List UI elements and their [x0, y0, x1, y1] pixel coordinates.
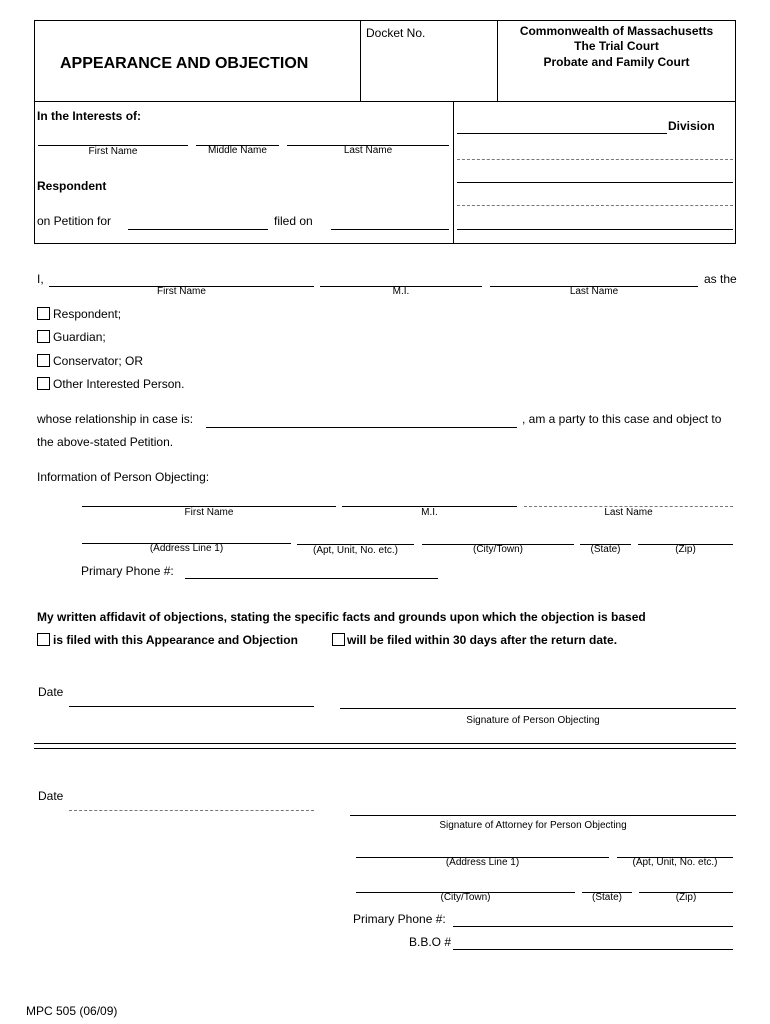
division-extra-line-4[interactable] [457, 229, 733, 230]
respondent-label: Respondent [37, 179, 107, 193]
attorney-signature-caption: Signature of Attorney for Person Objecting [439, 820, 627, 831]
interest-last-name-caption: Last Name [343, 145, 393, 156]
attorney-signature-line[interactable] [350, 815, 736, 816]
conservator-option-label: Conservator; OR [53, 354, 144, 368]
header-box [34, 20, 736, 244]
division-divider [453, 101, 454, 244]
conservator-checkbox[interactable] [37, 354, 50, 367]
attorney-phone-label: Primary Phone #: [353, 912, 446, 926]
attorney-bbo-label: B.B.O # [409, 935, 452, 949]
declarant-first-name-caption: First Name [157, 286, 206, 297]
signature-caption: Signature of Person Objecting [466, 715, 600, 726]
attorney-state-caption: (State) [591, 892, 622, 903]
declarant-last-name-caption: Last Name [569, 286, 619, 297]
section-rule-top [34, 743, 736, 744]
declarant-suffix: as the [704, 272, 737, 286]
objector-address-caption: (Address Line 1) [149, 543, 224, 554]
respondent-option-label: Respondent; [53, 307, 122, 321]
section-rule-bottom [34, 748, 736, 749]
declarant-mi-caption: M.I. [392, 286, 410, 297]
form-id: MPC 505 (06/09) [26, 1004, 118, 1018]
division-label: Division [668, 119, 715, 133]
division-line[interactable] [457, 133, 667, 134]
attorney-city-caption: (City/Town) [440, 892, 491, 903]
division-extra-line-3[interactable] [457, 205, 733, 206]
relationship-line[interactable] [206, 427, 517, 428]
objector-city-caption: (City/Town) [472, 544, 523, 555]
affidavit-filed-checkbox[interactable] [37, 633, 50, 646]
objector-phone-label: Primary Phone #: [81, 564, 174, 578]
affidavit-statement: My written affidavit of objections, stating the specific facts and grounds upon which the objection is based [37, 610, 646, 624]
signature-date-line[interactable] [69, 706, 314, 707]
guardian-option-label: Guardian; [53, 330, 106, 344]
filed-on-line[interactable] [331, 229, 449, 230]
interests-label: In the Interests of: [37, 109, 142, 123]
attorney-zip-caption: (Zip) [675, 892, 697, 903]
attorney-bbo-line[interactable] [453, 949, 733, 950]
relationship-label: whose relationship in case is: [37, 412, 194, 426]
court-line-1: Commonwealth of Massachusetts [519, 24, 714, 38]
attorney-date-label: Date [38, 789, 64, 803]
affidavit-later-checkbox[interactable] [332, 633, 345, 646]
division-extra-line-1[interactable] [457, 159, 733, 160]
interest-first-name-caption: First Name [88, 146, 138, 157]
docket-label: Docket No. [366, 26, 426, 40]
guardian-checkbox[interactable] [37, 330, 50, 343]
relationship-suffix: , am a party to this case and object to [522, 412, 722, 426]
division-extra-line-2[interactable] [457, 182, 733, 183]
petition-for-line[interactable] [128, 229, 268, 230]
affidavit-filed-label: is filed with this Appearance and Objection [53, 633, 298, 647]
other-person-checkbox[interactable] [37, 377, 50, 390]
header-divider [34, 101, 736, 102]
attorney-date-line[interactable] [69, 810, 314, 811]
respondent-checkbox[interactable] [37, 307, 50, 320]
court-line-2: The Trial Court [574, 39, 659, 53]
objector-phone-line[interactable] [185, 578, 438, 579]
page-title: APPEARANCE AND OBJECTION [60, 55, 309, 72]
objector-first-name-caption: First Name [184, 507, 234, 518]
objector-heading: Information of Person Objecting: [37, 470, 210, 484]
objector-state-caption: (State) [590, 544, 621, 555]
on-petition-for-label: on Petition for [37, 214, 112, 228]
objector-last-name-caption: Last Name [604, 507, 653, 518]
filed-on-label: filed on [274, 214, 313, 228]
interest-middle-name-caption: Middle Name [208, 145, 267, 156]
signature-line[interactable] [340, 708, 736, 709]
signature-date-label: Date [38, 685, 64, 699]
attorney-apt-caption: (Apt, Unit, No. etc.) [632, 857, 718, 868]
other-person-option-label: Other Interested Person. [53, 377, 185, 391]
declarant-prefix: I, [37, 272, 44, 286]
attorney-phone-line[interactable] [453, 926, 733, 927]
relationship-line-2: the above-stated Petition. [37, 435, 174, 449]
docket-left-divider [360, 20, 361, 102]
objector-apt-caption: (Apt, Unit, No. etc.) [312, 545, 399, 556]
objector-mi-caption: M.I. [421, 507, 438, 518]
attorney-address-caption: (Address Line 1) [445, 857, 520, 868]
affidavit-later-label: will be filed within 30 days after the return date. [347, 633, 618, 647]
objector-zip-caption: (Zip) [675, 544, 696, 555]
court-line-3: Probate and Family Court [543, 55, 690, 69]
